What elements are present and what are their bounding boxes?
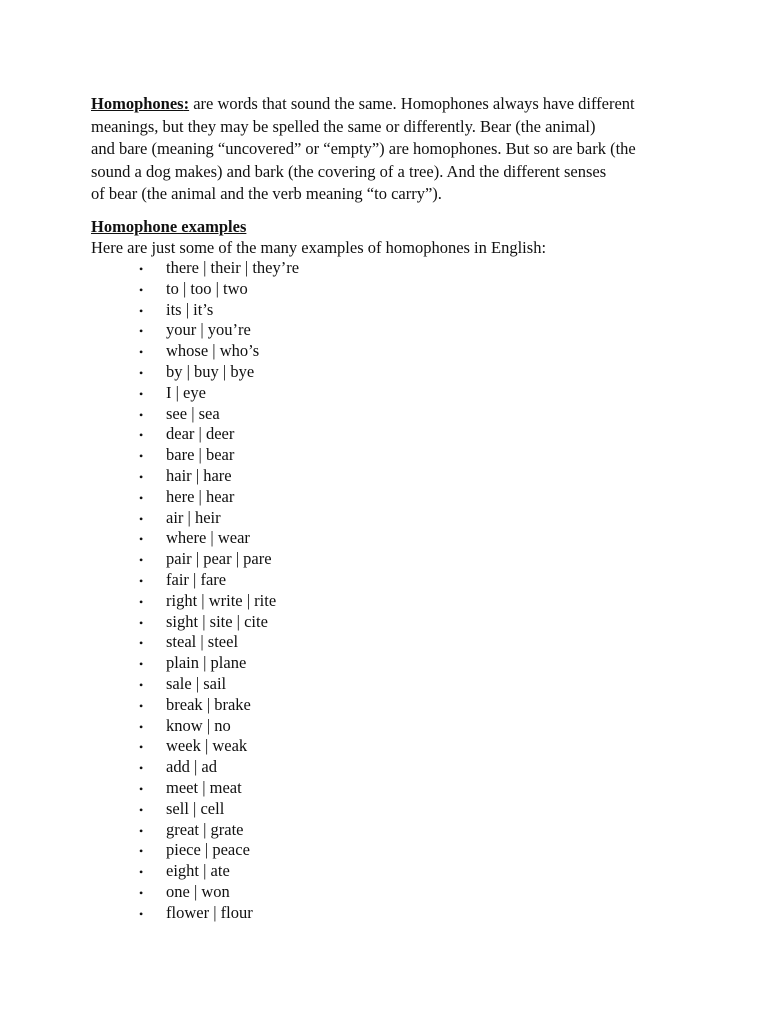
list-item-text: bare | bear [166,445,235,465]
bullet-icon: • [139,823,144,838]
list-item [139,612,299,633]
list-item-text: add | ad [166,757,217,777]
bullet-icon: • [139,865,144,880]
bullet-icon: • [139,324,144,339]
bullet-icon: • [139,802,144,817]
bullet-icon: • [139,490,144,505]
list-item [139,300,299,321]
list-item-text: piece | peace [166,840,250,860]
list-item [139,404,299,425]
list-item-text: pair | pear | pare [166,549,272,569]
list-item-text: one | won [166,881,230,901]
bullet-icon: • [139,844,144,859]
list-item-text: great | grate [166,819,244,839]
bullet-icon: • [139,636,144,651]
list-item [139,653,299,674]
list-item-text: see | sea [166,403,220,423]
intro-paragraph [91,93,691,206]
list-item [139,716,299,737]
list-item [139,570,299,591]
list-item [139,799,299,820]
bullet-icon: • [139,906,144,921]
list-item-text: to | too | two [166,278,248,298]
list-item [139,861,299,882]
list-item [139,279,299,300]
list-item [139,757,299,778]
bullet-icon: • [139,532,144,547]
list-item [139,320,299,341]
bullet-icon: • [139,365,144,380]
list-item-text: know | no [166,715,231,735]
list-item-text: hair | hare [166,465,232,485]
list-item-text: air | heir [166,507,221,527]
list-item [139,882,299,903]
examples-heading: Homophone examples [91,217,247,236]
bullet-icon: • [139,282,144,297]
list-item [139,341,299,362]
bullet-icon: • [139,262,144,276]
list-item [139,903,299,924]
list-item [139,424,299,445]
bullet-icon: • [139,677,144,692]
intro-line-1-text: are words that sound the same. Homophones always have different [189,94,635,113]
list-item [139,840,299,861]
bullet-icon: • [139,719,144,734]
bullet-icon: • [139,698,144,713]
list-item-text: fair | fare [166,569,227,589]
list-item [139,695,299,716]
list-item [139,549,299,570]
bullet-icon: • [139,573,144,588]
bullet-icon: • [139,345,144,360]
bullet-icon: • [139,386,144,401]
list-item [139,383,299,404]
bullet-icon: • [139,657,144,672]
homophone-list [139,258,299,924]
list-item-text: whose | who’s [166,341,260,361]
list-item-text: steal | steel [166,632,239,652]
examples-lead: Here are just some of the many examples of homophones in English: [91,238,547,257]
bullet-icon: • [139,761,144,776]
bullet-icon: • [139,885,144,900]
list-item-text: flower | flour [166,902,253,922]
list-item [139,778,299,799]
list-item [139,632,299,653]
list-item-text: where | wear [166,528,250,548]
list-item-text: by | buy | bye [166,361,255,381]
bullet-icon: • [139,407,144,422]
intro-line-5: of bear (the animal and the verb meaning “to carry”). [91,184,442,203]
bullet-icon: • [139,303,144,318]
list-item-text: sell | cell [166,798,225,818]
list-item-text: here | hear [166,486,235,506]
bullet-icon: • [139,781,144,796]
bullet-icon: • [139,594,144,609]
bullet-icon: • [139,449,144,464]
list-item [139,674,299,695]
list-item-text: sight | site | cite [166,611,268,631]
list-item-text: eight | ate [166,861,230,881]
list-item-text: sale | sail [166,673,227,693]
list-item [139,591,299,612]
list-item [139,820,299,841]
intro-line-3: and bare (meaning “uncovered” or “empty”) are homophones. But so are bark (the [91,139,636,158]
list-item [139,445,299,466]
intro-line-4: sound a dog makes) and bark (the covering of a tree). And the different senses [91,161,607,181]
list-item-text: week | weak [166,736,248,756]
bullet-icon: • [139,553,144,568]
term-homophones: Homophones [91,94,184,113]
bullet-icon: • [139,469,144,484]
list-item-text: I | eye [166,382,206,402]
bullet-icon: • [139,740,144,755]
list-item [139,487,299,508]
bullet-icon: • [139,511,144,526]
intro-line-2: meanings, but they may be spelled the same or differently. Bear (the animal) [91,116,596,136]
list-item [139,736,299,757]
bullet-icon: • [139,428,144,443]
list-item [139,466,299,487]
list-item-text: right | write | rite [166,590,277,610]
intro-line-1 [91,93,691,116]
list-item-text: dear | deer [166,424,235,444]
term-colon: : [183,94,190,113]
list-item-text: meet | meat [166,777,242,797]
bullet-icon: • [139,615,144,630]
list-item-text: its | it’s [166,299,214,319]
list-item [139,508,299,529]
list-item-text: your | you’re [166,320,251,340]
list-item [139,258,299,279]
list-item [139,528,299,549]
list-item-text: break | brake [166,694,251,714]
list-item [139,362,299,383]
list-item-text: there | their | they’re [166,258,300,277]
list-item-text: plain | plane [166,653,247,673]
